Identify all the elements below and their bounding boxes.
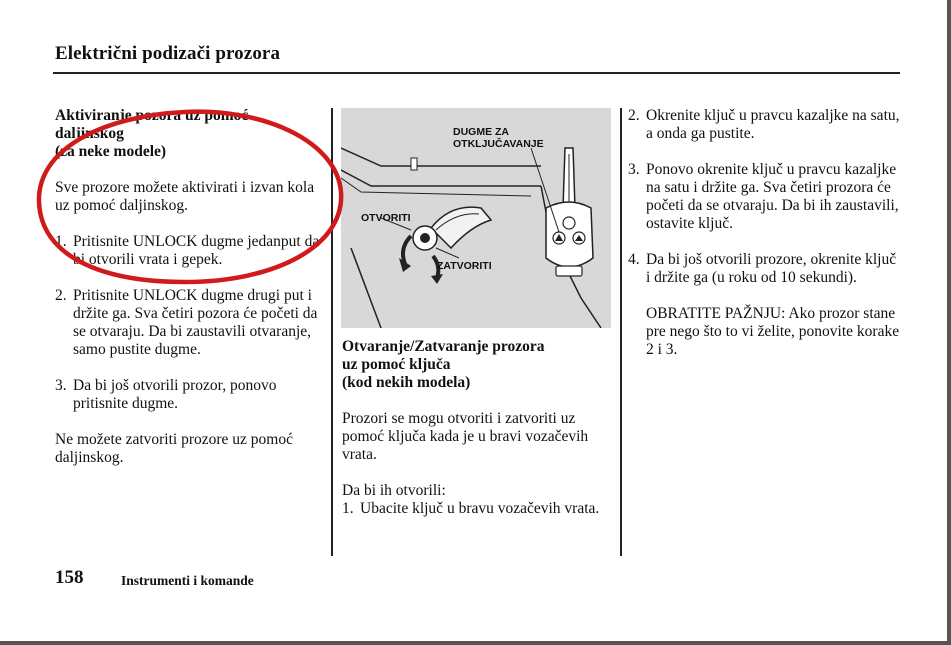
- column-key: [342, 338, 612, 536]
- column-divider: [331, 108, 333, 556]
- step-number: 1.: [342, 500, 354, 517]
- key-illustration: [341, 108, 611, 328]
- step-text: Da bi još otvorili prozore, okrenite ključ i držite ga (u roku od 10 sekundi).: [646, 251, 897, 286]
- heading-line: (za neke modele): [55, 143, 167, 160]
- step-item: [55, 287, 325, 359]
- step-text: Da bi još otvorili prozor, ponovo pritisnite dugme.: [73, 377, 277, 412]
- page-number: 158: [55, 567, 84, 588]
- intro-paragraph: Sve prozore možete aktivirati i izvan kola uz pomoć daljinskog.: [55, 179, 315, 214]
- step-item: [342, 500, 612, 518]
- page-title: Električni podizači prozora: [55, 43, 281, 64]
- heading-line: uz pomoć ključa: [342, 356, 451, 373]
- heading-line: Otvaranje/Zatvaranje prozora: [342, 338, 545, 355]
- step-item: [55, 377, 325, 413]
- heading-line: daljinskog: [55, 125, 124, 142]
- intro-paragraph: Prozori se mogu otvoriti i zatvoriti uz pomoć ključa kada je u bravi vozačevih vrata.: [342, 410, 589, 463]
- step-number: 2.: [55, 287, 67, 304]
- step-text: Ubacite ključ u bravu vozačevih vrata.: [360, 500, 600, 517]
- label-close: ZATVORITI: [437, 260, 492, 272]
- step-number: 4.: [628, 251, 640, 268]
- step-item: [628, 161, 903, 233]
- section-heading-key: [342, 338, 612, 392]
- column-remote: [55, 107, 325, 485]
- step-number: 2.: [628, 107, 640, 124]
- column-key-continued: [628, 107, 903, 377]
- title-rule: [53, 72, 900, 74]
- label-line: OTKLJUČAVANJE: [453, 138, 544, 150]
- label-line: DUGME ZA: [453, 126, 509, 138]
- label-open: OTVORITI: [361, 212, 411, 224]
- step-number: 3.: [55, 377, 67, 394]
- step-text: Pritisnite UNLOCK dugme jedanput da bi otvorili vrata i gepek.: [73, 233, 320, 268]
- section-heading-remote: [55, 107, 325, 161]
- step-item: [55, 233, 325, 269]
- step-text: Okrenite ključ u pravcu kazaljke na satu, a onda ga pustite.: [646, 107, 900, 142]
- label-unlock-button: [453, 126, 544, 150]
- step-item: [628, 107, 903, 143]
- column-divider: [620, 108, 622, 556]
- outro-paragraph: Ne možete zatvoriti prozore uz pomoć daljinskog.: [55, 431, 293, 466]
- section-name: Instrumenti i komande: [121, 573, 254, 588]
- step-number: 3.: [628, 161, 640, 178]
- step-text: Pritisnite UNLOCK dugme drugi put i držite ga. Sva četiri pozora će početi da se otvaraju. Da bi zaustavili otvaranje, samo pustite dugme.: [73, 287, 318, 358]
- heading-line: (kod nekih modela): [342, 374, 471, 391]
- step-number: 1.: [55, 233, 67, 250]
- note-paragraph: OBRATITE PAŽNJU: Ako prozor stane pre nego što to vi želite, ponovite korake 2 i 3.: [646, 305, 900, 358]
- step-item: [628, 251, 903, 287]
- heading-line: Aktiviranje pozora uz pomoć: [55, 107, 249, 124]
- step-text: Ponovo okrenite ključ u pravcu kazaljke na satu i držite ga. Sva četiri prozora će početi da se otvaraju. Da bi ih zaustavili, ostavite ključ.: [646, 161, 899, 232]
- sub-paragraph: Da bi ih otvorili:: [342, 482, 446, 499]
